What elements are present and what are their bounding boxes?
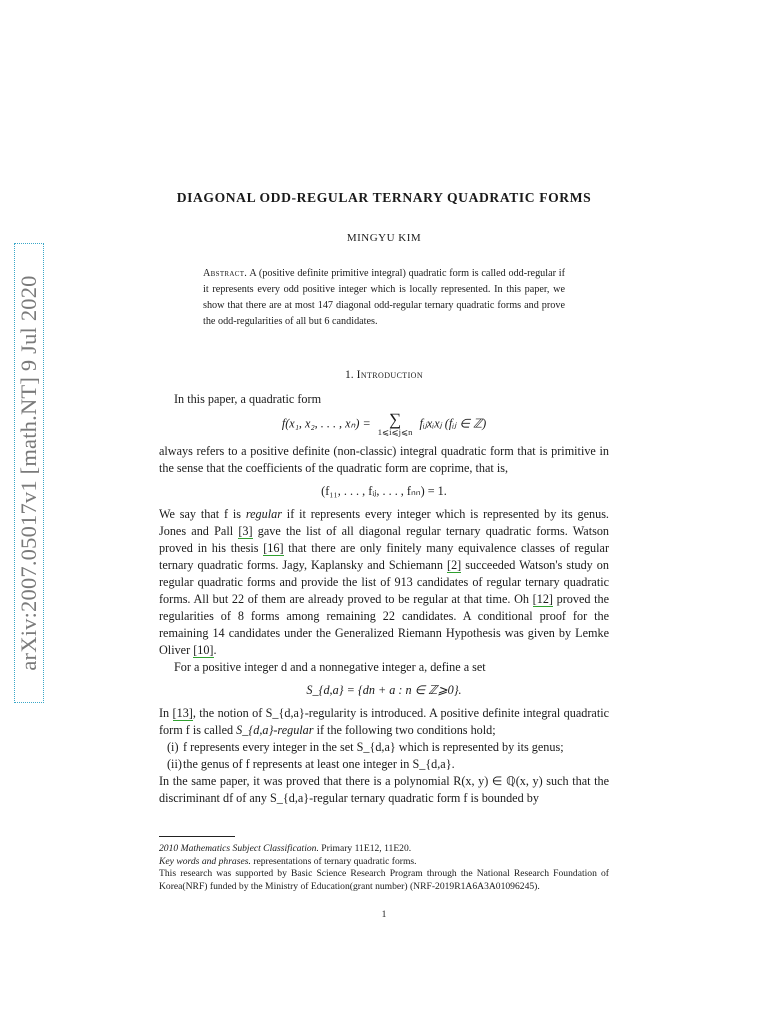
paragraph-4: For a positive integer d and a nonnegative integer a, define a set (174, 660, 486, 674)
paragraph-3 (159, 506, 609, 659)
abstract (203, 266, 565, 330)
citation-link-13[interactable]: [13] (172, 706, 193, 720)
paper-author: MINGYU KIM (346, 232, 422, 244)
paragraph-1: In this paper, a quadratic form (174, 392, 322, 406)
equation-quadratic-form (159, 412, 609, 437)
p3-a: We say that f is (159, 507, 246, 521)
p3-d: that there are only finitely many equivalence classes of regular ternary quadratic forms. Jagy, Kaplansky and Schiemann (159, 541, 609, 572)
citation-link-16[interactable]: [16] (263, 541, 284, 555)
p5-b: , the notion of S_{d,a}-regularity is introduced. A positive definite integral quadratic form f is called (159, 706, 610, 737)
msc-label: 2010 Mathematics Subject Classification. (159, 843, 319, 854)
page-number: 1 (381, 910, 387, 920)
p3-b: if it represents every integer which is represented by its genus. Jones and Pall (159, 507, 609, 538)
citation-link-3[interactable]: [3] (238, 524, 253, 538)
keywords-text: representations of ternary quadratic forms. (250, 855, 417, 867)
list-item (159, 739, 609, 756)
sigma-glyph: ∑ (389, 410, 402, 429)
footnote-keywords (159, 856, 609, 869)
abstract-label: Abstract. (203, 268, 248, 279)
p3-c: gave the list of all diagonal regular ternary quadratic forms. Watson proved in his thesis (159, 524, 610, 555)
p5-a: In (159, 706, 173, 720)
list-item-number: (i) (167, 740, 179, 754)
sum-limits: 1⩽i⩽j⩽n (377, 427, 413, 437)
list-item (159, 756, 609, 773)
msc-text: Primary 11E12, 11E20. (318, 843, 412, 854)
paragraph-6: In the same paper, it was proved that there is a polynomial R(x, y) ∈ ℚ(x, y) such that the discriminant df of any S_{d,a}-regular ternary quadratic form f is bounded by (159, 774, 609, 805)
arxiv-identifier-text: arXiv:2007.05017v1 [math.NT] 9 Jul 2020 (16, 275, 41, 671)
list-item-number: (ii) (167, 757, 182, 771)
citation-link-10[interactable]: [10] (193, 643, 214, 657)
arxiv-identifier-stamp[interactable] (14, 243, 44, 703)
sum-symbol (378, 412, 413, 437)
p3-g: . (213, 643, 217, 657)
p3-e: succeeded Watson's study on regular quadratic forms and provide the list of 913 candidates of regular ternary quadratic forms. All but 22 of them are already proved to be regular at that time. Oh (159, 558, 609, 606)
term-regular: regular (245, 507, 282, 521)
p5-c: if the following two conditions hold; (313, 723, 496, 737)
footnote-funding: This research was supported by Basic Science Research Program through the National Research Foundation of Korea(NRF) funded by the Ministry of Education(grant number) (NRF-2019R1A6A3A01096245). (159, 868, 609, 892)
term-sda-regular: S_{d,a}-regular (236, 723, 314, 737)
section-heading (0, 368, 768, 381)
list-item-text: f represents every integer in the set S_{d,a} which is represented by its genus; (183, 740, 564, 754)
equation-set-sda: S_{d,a} = {dn + a : n ∈ ℤ⩾0}. (306, 683, 462, 697)
eq1-left: f(x₁, x₂, . . . , xₙ) = (281, 416, 371, 431)
footnotes (159, 843, 609, 893)
section-number: 1. (344, 368, 354, 381)
abstract-text: A (positive definite primitive integral) quadratic form is called odd-regular if it represents every odd positive integer which is locally represented. In this paper, we show that there are at most 147 diagonal odd-regular ternary quadratic forms and prove the odd-regularities of all but 6 candidates. (203, 268, 566, 327)
p3-f: proved the regularities of 8 forms among remaining 22 candidates. A conditional proof for the remaining 14 candidates under the Generalized Riemann Hypothesis was given by Lemke Oliver (159, 592, 609, 657)
paragraph-5 (159, 705, 609, 739)
paragraph-2: always refers to a positive definite (non-classic) integral quadratic form that is primitive in the sense that the coefficients of the quadratic form are coprime, that is, (159, 444, 609, 475)
footnote-msc (159, 843, 609, 856)
paper-title: DIAGONAL ODD-REGULAR TERNARY QUADRATIC FORMS (176, 190, 592, 205)
conditions-list (159, 739, 609, 773)
keywords-label: Key words and phrases. (159, 855, 251, 867)
citation-link-12[interactable]: [12] (532, 592, 553, 606)
body-text (159, 391, 609, 807)
equation-coprime: (f₁₁, . . . , fᵢⱼ, . . . , fₙₙ) = 1. (321, 484, 447, 498)
section-title: Introduction (356, 368, 424, 381)
footnote-rule (159, 836, 235, 837)
list-item-text: the genus of f represents at least one integer in S_{d,a}. (183, 757, 455, 771)
citation-link-2[interactable]: [2] (447, 558, 462, 572)
eq1-right: fᵢⱼxᵢxⱼ (fᵢⱼ ∈ ℤ) (419, 416, 487, 431)
